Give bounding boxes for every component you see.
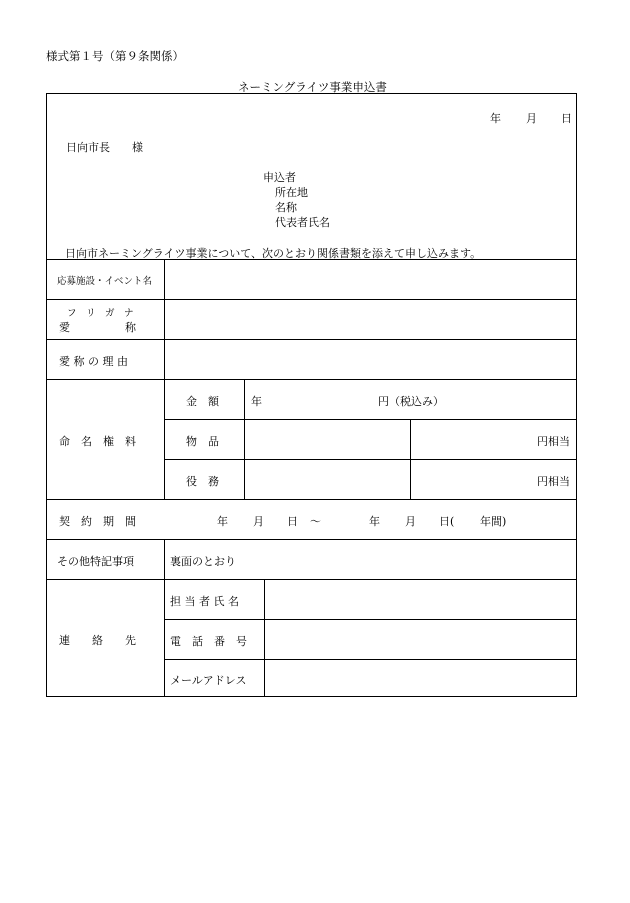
row-divider [47, 539, 576, 540]
row-divider [47, 499, 576, 500]
row-divider [47, 579, 576, 580]
fee-type-divider [244, 379, 245, 499]
period-end-day: 日( [439, 515, 455, 528]
sub-row-divider [164, 659, 576, 660]
period-start-month: 月 [253, 515, 264, 528]
period-start-year: 年 [217, 515, 228, 528]
fee-amount-yen-tax-included: 円（税込み） [378, 395, 444, 408]
fee-amount-label: 金 額 [186, 395, 219, 408]
contact-label: 連 絡 先 [59, 634, 136, 647]
facility-event-label: 応募施設・イベント名 [57, 276, 153, 287]
nickname-label: 愛 称 [59, 321, 136, 334]
sub-row-divider [164, 619, 576, 620]
fee-value-divider [410, 419, 411, 499]
contact-phone-label: 電 話 番 号 [170, 635, 247, 648]
fee-goods-label: 物 品 [186, 435, 219, 448]
application-form-table [46, 93, 577, 697]
fee-goods-yen-equivalent: 円相当 [537, 435, 570, 448]
fee-service-label: 役 務 [186, 475, 219, 488]
fee-amount-year: 年 [251, 395, 262, 408]
addressee: 日向市長 様 [66, 141, 143, 154]
fee-service-yen-equivalent: 円相当 [537, 475, 570, 488]
document-title: ネーミングライツ事業申込書 [238, 80, 387, 94]
row-divider [47, 379, 576, 380]
sub-row-divider [164, 459, 576, 460]
label-column-divider [164, 259, 165, 499]
period-end-month: 月 [405, 515, 416, 528]
form-number: 様式第１号（第９条関係） [46, 49, 184, 63]
row-divider [47, 259, 576, 260]
period-tilde: ～ [310, 515, 321, 528]
applicant-name-label: 名称 [275, 201, 297, 214]
label-column-divider [164, 539, 165, 697]
period-start-day: 日 [287, 515, 298, 528]
naming-rights-fee-label: 命 名 権 料 [59, 435, 136, 448]
date-month: 月 [526, 112, 537, 125]
application-statement: 日向市ネーミングライツ事業について、次のとおり関係書類を添えて申し込みます。 [65, 247, 482, 260]
sub-row-divider [164, 419, 576, 420]
date-year: 年 [490, 112, 501, 125]
furigana-label: フ リ ガ ナ [67, 308, 134, 319]
contact-email-label: メールアドレス [170, 674, 247, 687]
applicant-representative-label: 代表者氏名 [275, 216, 330, 229]
nickname-reason-label: 愛 称 の 理 由 [59, 355, 128, 368]
contact-person-label: 担 当 者 氏 名 [170, 595, 239, 608]
period-years: 年間) [480, 515, 507, 528]
date-day: 日 [561, 112, 572, 125]
contract-period-label: 契 約 期 間 [59, 515, 136, 528]
other-notes-label: その他特記事項 [57, 555, 134, 568]
contact-type-divider [264, 579, 265, 697]
applicant-heading: 申込者 [263, 171, 296, 184]
row-divider [47, 339, 576, 340]
applicant-address-label: 所在地 [275, 186, 308, 199]
other-notes-value: 裏面のとおり [170, 555, 236, 568]
row-divider [47, 299, 576, 300]
period-end-year: 年 [369, 515, 380, 528]
